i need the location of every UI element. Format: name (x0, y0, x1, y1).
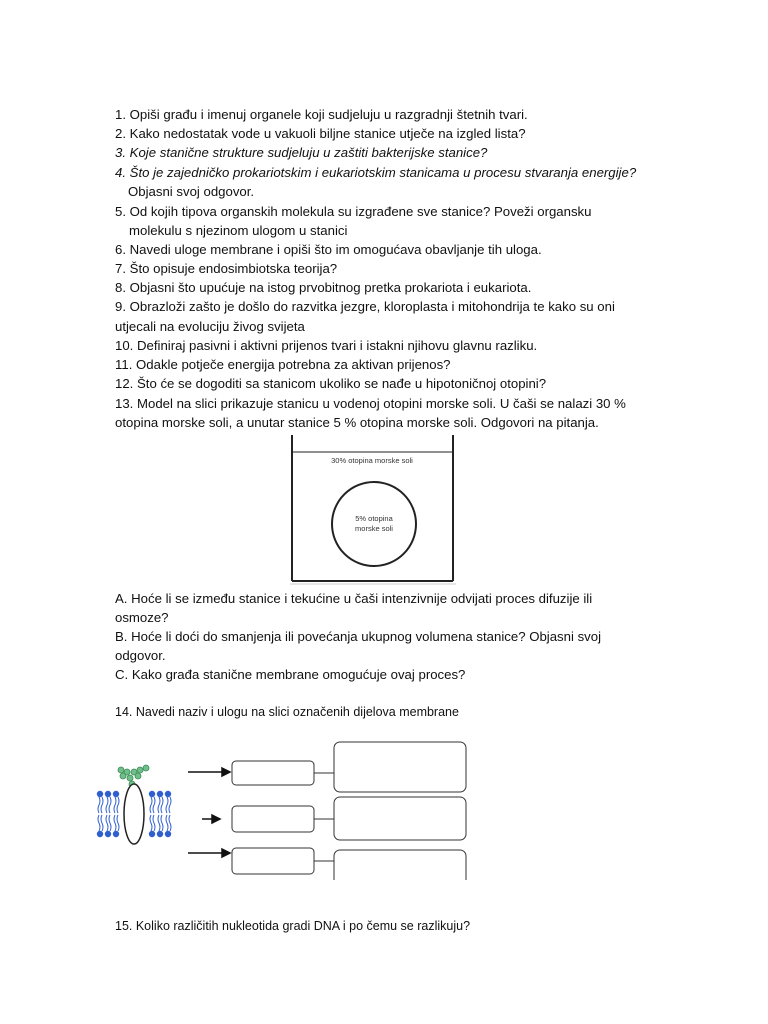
question-4: 4. Što je zajedničko prokariotskim i eukariotskim stanicama u procesu stvaranja energije? (115, 165, 637, 180)
question-5-cont: molekulu s njezinom ulogom u stanici (129, 223, 348, 238)
question-7: 7. Što opisuje endosimbiotska teorija? (115, 261, 338, 276)
answer-box-1-role[interactable] (334, 742, 466, 792)
answer-box-2-role[interactable] (334, 797, 466, 840)
question-12: 12. Što će se dogoditi sa stanicom ukoliko se nađe u hipotoničnoj otopini? (115, 376, 547, 391)
question-a: A. Hoće li se između stanice i tekućine u čaši intenzivnije odvijati proces difuzije ili (115, 591, 593, 606)
answer-box-3-role[interactable] (334, 850, 466, 880)
question-9: 9. Obrazloži zašto je došlo do razvitka jezgre, kloroplasta i mitohondrija te kako su oni (115, 299, 615, 314)
question-8: 8. Objasni što upućuje na istog prvobitnog pretka prokariota i eukariota. (115, 280, 532, 295)
question-11: 11. Odakle potječe energija potrebna za aktivan prijenos? (115, 357, 451, 372)
question-c: C. Kako građa stanične membrane omogućuje ovaj proces? (115, 667, 466, 682)
cell-label-line-2: morske soli (355, 524, 393, 533)
question-5: 5. Od kojih tipova organskih molekula su izgrađene sve stanice? Poveži organsku (115, 204, 592, 219)
question-13: 13. Model na slici prikazuje stanicu u vodenoj otopini morske soli. U čaši se nalazi 30 % (115, 396, 626, 411)
question-9-cont: utjecali na evoluciju živog svijeta (115, 319, 305, 334)
cell-label-line-1: 5% otopina (355, 514, 393, 523)
answer-box-2-name[interactable] (232, 806, 314, 832)
arrows (188, 768, 230, 857)
question-4-cont: Objasni svoj odgovor. (128, 184, 255, 199)
question-b: B. Hoće li doći do smanjenja ili povećanja ukupnog volumena stanice? Objasni svoj (115, 629, 602, 644)
question-10: 10. Definiraj pasivni i aktivni prijenos tvari i istakni njihovu glavnu razliku. (115, 338, 538, 353)
question-a-cont: osmoze? (115, 610, 169, 625)
question-6: 6. Navedi uloge membrane i opiši što im omogućava obavljanje tih uloga. (115, 242, 542, 257)
question-2: 2. Kako nedostatak vode u vakuoli biljne stanice utječe na izgled lista? (115, 126, 526, 141)
question-1: 1. Opiši građu i imenuj organele koji sudjeluju u razgradnji štetnih tvari. (115, 107, 528, 122)
question-3: 3. Koje stanične strukture sudjeluju u zaštiti bakterijske stanice? (115, 145, 488, 160)
answer-box-3-name[interactable] (232, 848, 314, 874)
membrane-diagram (94, 730, 474, 880)
connectors (314, 773, 334, 861)
answer-box-1-name[interactable] (232, 761, 314, 785)
integral-protein (124, 784, 144, 844)
question-13-cont: otopina morske soli, a unutar stanice 5 % otopina morske soli. Odgovori na pitanja. (115, 415, 599, 430)
question-14: 14. Navedi naziv i ulogu na slici označenih dijelova membrane (115, 705, 459, 719)
question-b-cont: odgovor. (115, 648, 166, 663)
outer-solution-label: 30% otopina morske soli (331, 456, 413, 465)
beaker-diagram (290, 435, 460, 587)
question-15: 15. Koliko različitih nukleotida gradi DNA i po čemu se razlikuju? (115, 919, 471, 933)
